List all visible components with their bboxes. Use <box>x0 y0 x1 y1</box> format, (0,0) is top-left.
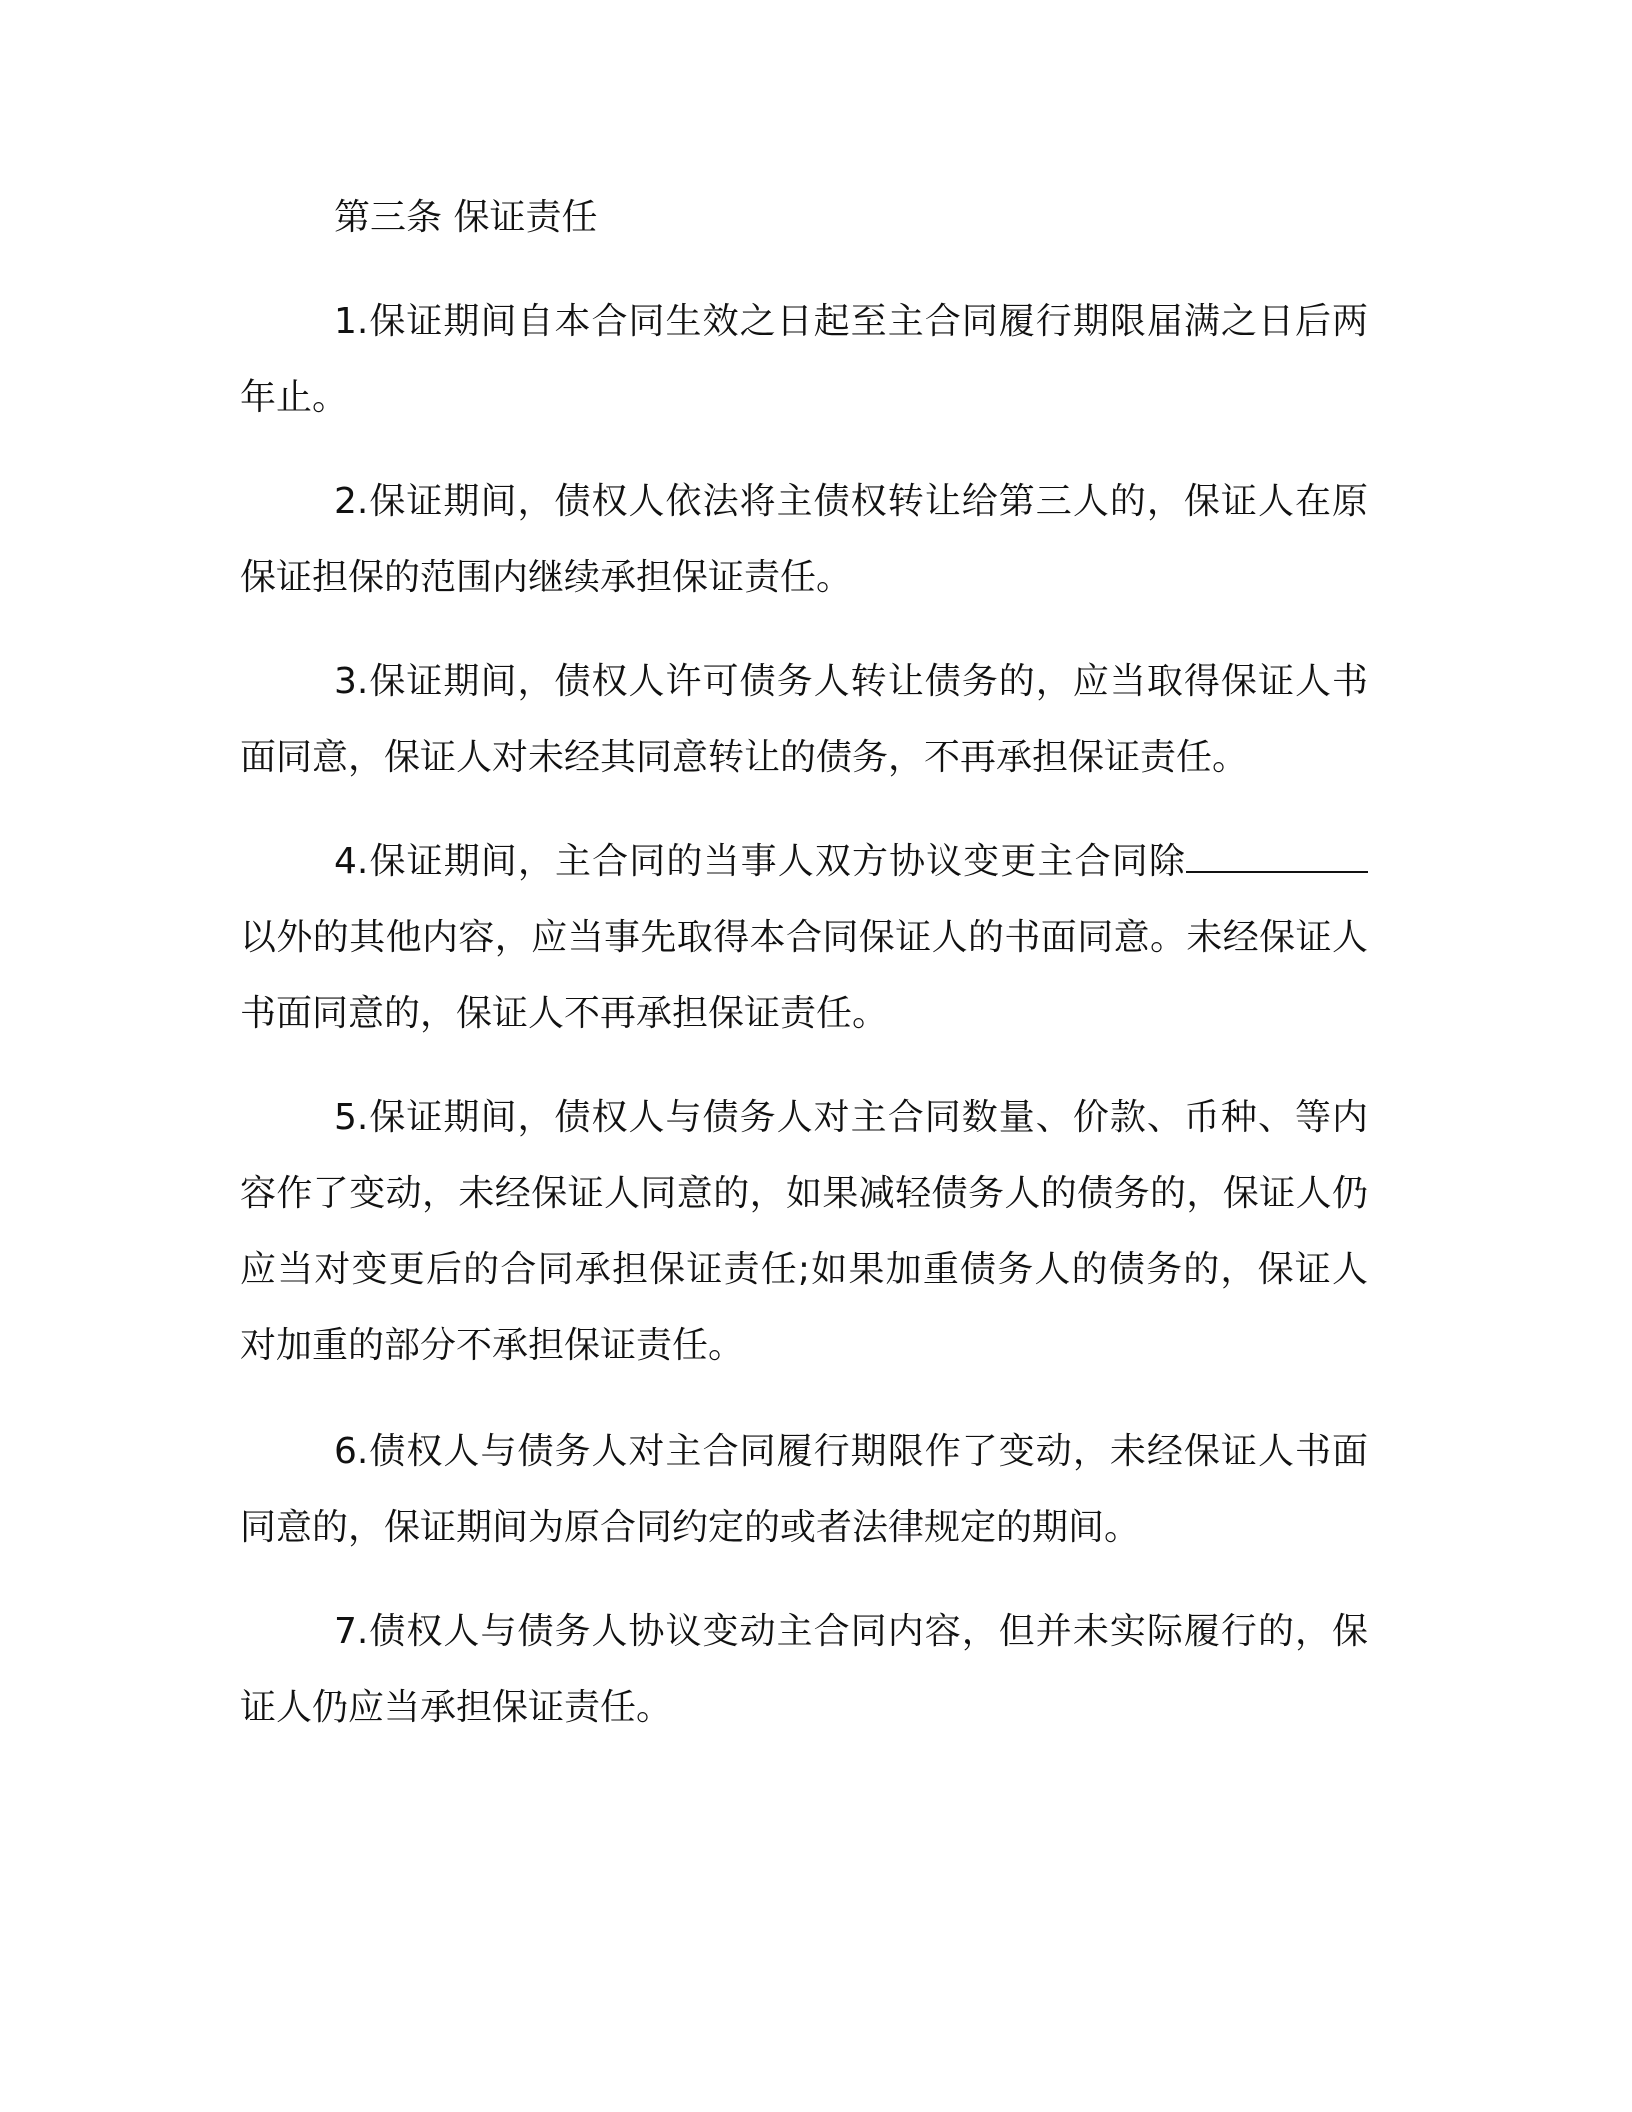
clause-4-after-blank: 以外的其他内容，应当事先取得本合同保证人的书面同意。未经保证人书面同意的，保证人不再承担保证责任。 <box>240 917 1368 1034</box>
clause-4 <box>240 824 1368 1052</box>
clause-3: 3.保证期间，债权人许可债务人转让债务的，应当取得保证人书面同意，保证人对未经其同意转让的债务，不再承担保证责任。 <box>240 661 1368 778</box>
clause-2: 2.保证期间，债权人依法将主债权转让给第三人的，保证人在原保证担保的范围内继续承担保证责任。 <box>240 481 1368 598</box>
section-heading: 第三条 保证责任 <box>334 197 598 238</box>
clause-1: 1.保证期间自本合同生效之日起至主合同履行期限届满之日后两年止。 <box>240 301 1368 418</box>
clause-6: 6.债权人与债务人对主合同履行期限作了变动，未经保证人书面同意的，保证期间为原合同约定的或者法律规定的期间。 <box>240 1431 1368 1548</box>
clause-4-before-blank: 4.保证期间，主合同的当事人双方协议变更主合同除 <box>334 841 1186 882</box>
clause-7: 7.债权人与债务人协议变动主合同内容，但并未实际履行的，保证人仍应当承担保证责任。 <box>240 1611 1368 1728</box>
fill-in-blank <box>1186 837 1368 873</box>
clause-5: 5.保证期间，债权人与债务人对主合同数量、价款、币种、等内容作了变动，未经保证人同意的，如果减轻债务人的债务的，保证人仍应当对变更后的合同承担保证责任;如果加重债务人的债务的，保证人对加重的部分不承担保证责任。 <box>240 1097 1368 1366</box>
